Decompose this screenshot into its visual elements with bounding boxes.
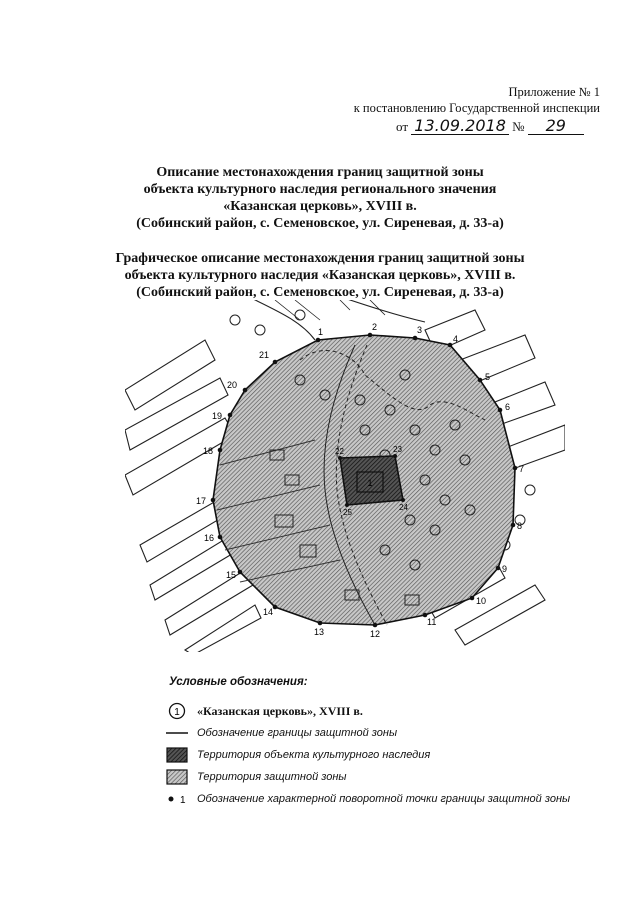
boundary-point-marker bbox=[316, 338, 321, 343]
boundary-point-marker bbox=[373, 623, 378, 628]
boundary-point-marker bbox=[273, 605, 278, 610]
boundary-point-label: 11 bbox=[427, 617, 437, 627]
object-point-marker bbox=[345, 503, 349, 507]
object-point-label: 24 bbox=[399, 503, 408, 512]
boundary-point-label: 9 bbox=[502, 564, 508, 574]
graphic-heading-line1: Графическое описание местонахождения границ защитной зоны bbox=[115, 251, 525, 266]
boundary-point-marker bbox=[228, 413, 233, 418]
boundary-point-marker bbox=[368, 333, 373, 338]
legend-title: Условные обозначения: bbox=[169, 676, 308, 688]
boundary-point-marker bbox=[273, 360, 278, 365]
boundary-point-label: 15 bbox=[226, 570, 237, 580]
boundary-point-label: 1 bbox=[318, 327, 324, 337]
order-number: 29 bbox=[528, 118, 584, 135]
zone-map bbox=[125, 300, 565, 655]
boundary-point-label: 17 bbox=[196, 496, 207, 506]
object-point-label: 22 bbox=[335, 447, 344, 456]
boundary-point-marker bbox=[218, 448, 223, 453]
boundary-point-label: 5 bbox=[485, 372, 491, 382]
boundary-point-marker bbox=[448, 343, 453, 348]
order-from-label: от bbox=[396, 119, 409, 134]
legend-heritage-text: Территория объекта культурного наследия bbox=[197, 749, 431, 761]
description-heading-line3: «Казанская церковь», XVIII в. bbox=[223, 199, 417, 214]
order-number-label: № bbox=[512, 119, 525, 134]
legend-point-text: Обозначение характерной поворотной точки границы защитной зоны bbox=[197, 793, 571, 805]
boundary-point-label: 14 bbox=[263, 607, 274, 617]
annex-reference: к постановлению Государственной инспекции bbox=[353, 101, 600, 115]
heritage-hatch-icon bbox=[165, 746, 189, 764]
object-point-marker bbox=[393, 454, 397, 458]
boundary-point-marker bbox=[238, 570, 243, 575]
boundary-point-label: 20 bbox=[227, 380, 238, 390]
object-point-label: 25 bbox=[343, 508, 352, 517]
legend-row-boundary bbox=[165, 722, 595, 744]
boundary-point-marker bbox=[211, 498, 216, 503]
boundary-point-marker bbox=[470, 596, 475, 601]
boundary-point-marker bbox=[496, 566, 501, 571]
boundary-point-label: 18 bbox=[203, 446, 214, 456]
turning-point-icon bbox=[165, 790, 189, 808]
boundary-point-marker bbox=[498, 408, 503, 413]
graphic-heading-line2: объекта культурного наследия «Казанская церковь», XVIII в. bbox=[124, 268, 516, 283]
boundary-point-label: 16 bbox=[204, 533, 215, 543]
boundary-point-label: 19 bbox=[212, 411, 223, 421]
graphic-heading bbox=[40, 250, 600, 301]
legend-row-point bbox=[165, 788, 595, 810]
boundary-point-label: 13 bbox=[314, 627, 325, 637]
legend-object-text: «Казанская церковь», XVIII в. bbox=[197, 703, 363, 718]
object-point-label: 23 bbox=[393, 445, 402, 454]
boundary-point-label: 21 bbox=[259, 350, 270, 360]
boundary-point-label: 3 bbox=[417, 325, 423, 335]
boundary-point-label: 8 bbox=[517, 521, 523, 531]
legend-protection-text: Территория защитной зоны bbox=[197, 771, 347, 783]
boundary-point-marker bbox=[243, 388, 248, 393]
protection-hatch-icon bbox=[165, 768, 189, 786]
boundary-line-icon bbox=[165, 724, 189, 742]
legend-boundary-text: Обозначение границы защитной зоны bbox=[197, 727, 398, 739]
boundary-point-label: 10 bbox=[476, 596, 487, 606]
boundary-point-label: 12 bbox=[370, 629, 381, 639]
legend-object-symbol: 1 bbox=[174, 707, 180, 718]
boundary-point-marker bbox=[511, 523, 516, 528]
boundary-point-marker bbox=[478, 378, 483, 383]
description-heading-line1: Описание местонахождения границ защитной зоны bbox=[156, 165, 484, 180]
order-date: 13.09.2018 bbox=[411, 118, 509, 135]
legend-row-object bbox=[165, 700, 595, 722]
object-point-marker bbox=[338, 456, 342, 460]
legend bbox=[165, 676, 595, 810]
description-heading bbox=[60, 164, 580, 232]
boundary-point-label: 7 bbox=[519, 464, 525, 474]
graphic-heading-line3: (Собинский район, с. Семеновское, ул. Сиреневая, д. 33-а) bbox=[136, 285, 504, 300]
description-heading-line2: объекта культурного наследия регионального значения bbox=[143, 182, 497, 197]
legend-row-protection bbox=[165, 766, 595, 788]
boundary-point-marker bbox=[513, 466, 518, 471]
boundary-point-marker bbox=[413, 336, 418, 341]
boundary-point-label: 4 bbox=[453, 334, 459, 344]
legend-point-symbol: 1 bbox=[180, 795, 186, 806]
boundary-point-label: 2 bbox=[372, 322, 378, 332]
object-number-label: 1 bbox=[367, 478, 373, 488]
order-line bbox=[396, 118, 584, 135]
object-circle-icon bbox=[167, 702, 187, 720]
legend-row-heritage bbox=[165, 744, 595, 766]
object-point-marker bbox=[401, 498, 405, 502]
boundary-point-label: 6 bbox=[505, 402, 511, 412]
annex-number: Приложение № 1 bbox=[508, 85, 600, 99]
boundary-point-marker bbox=[318, 621, 323, 626]
annex-header bbox=[354, 84, 600, 116]
description-heading-line4: (Собинский район, с. Семеновское, ул. Сиреневая, д. 33-а) bbox=[136, 216, 504, 231]
boundary-point-marker bbox=[218, 535, 223, 540]
